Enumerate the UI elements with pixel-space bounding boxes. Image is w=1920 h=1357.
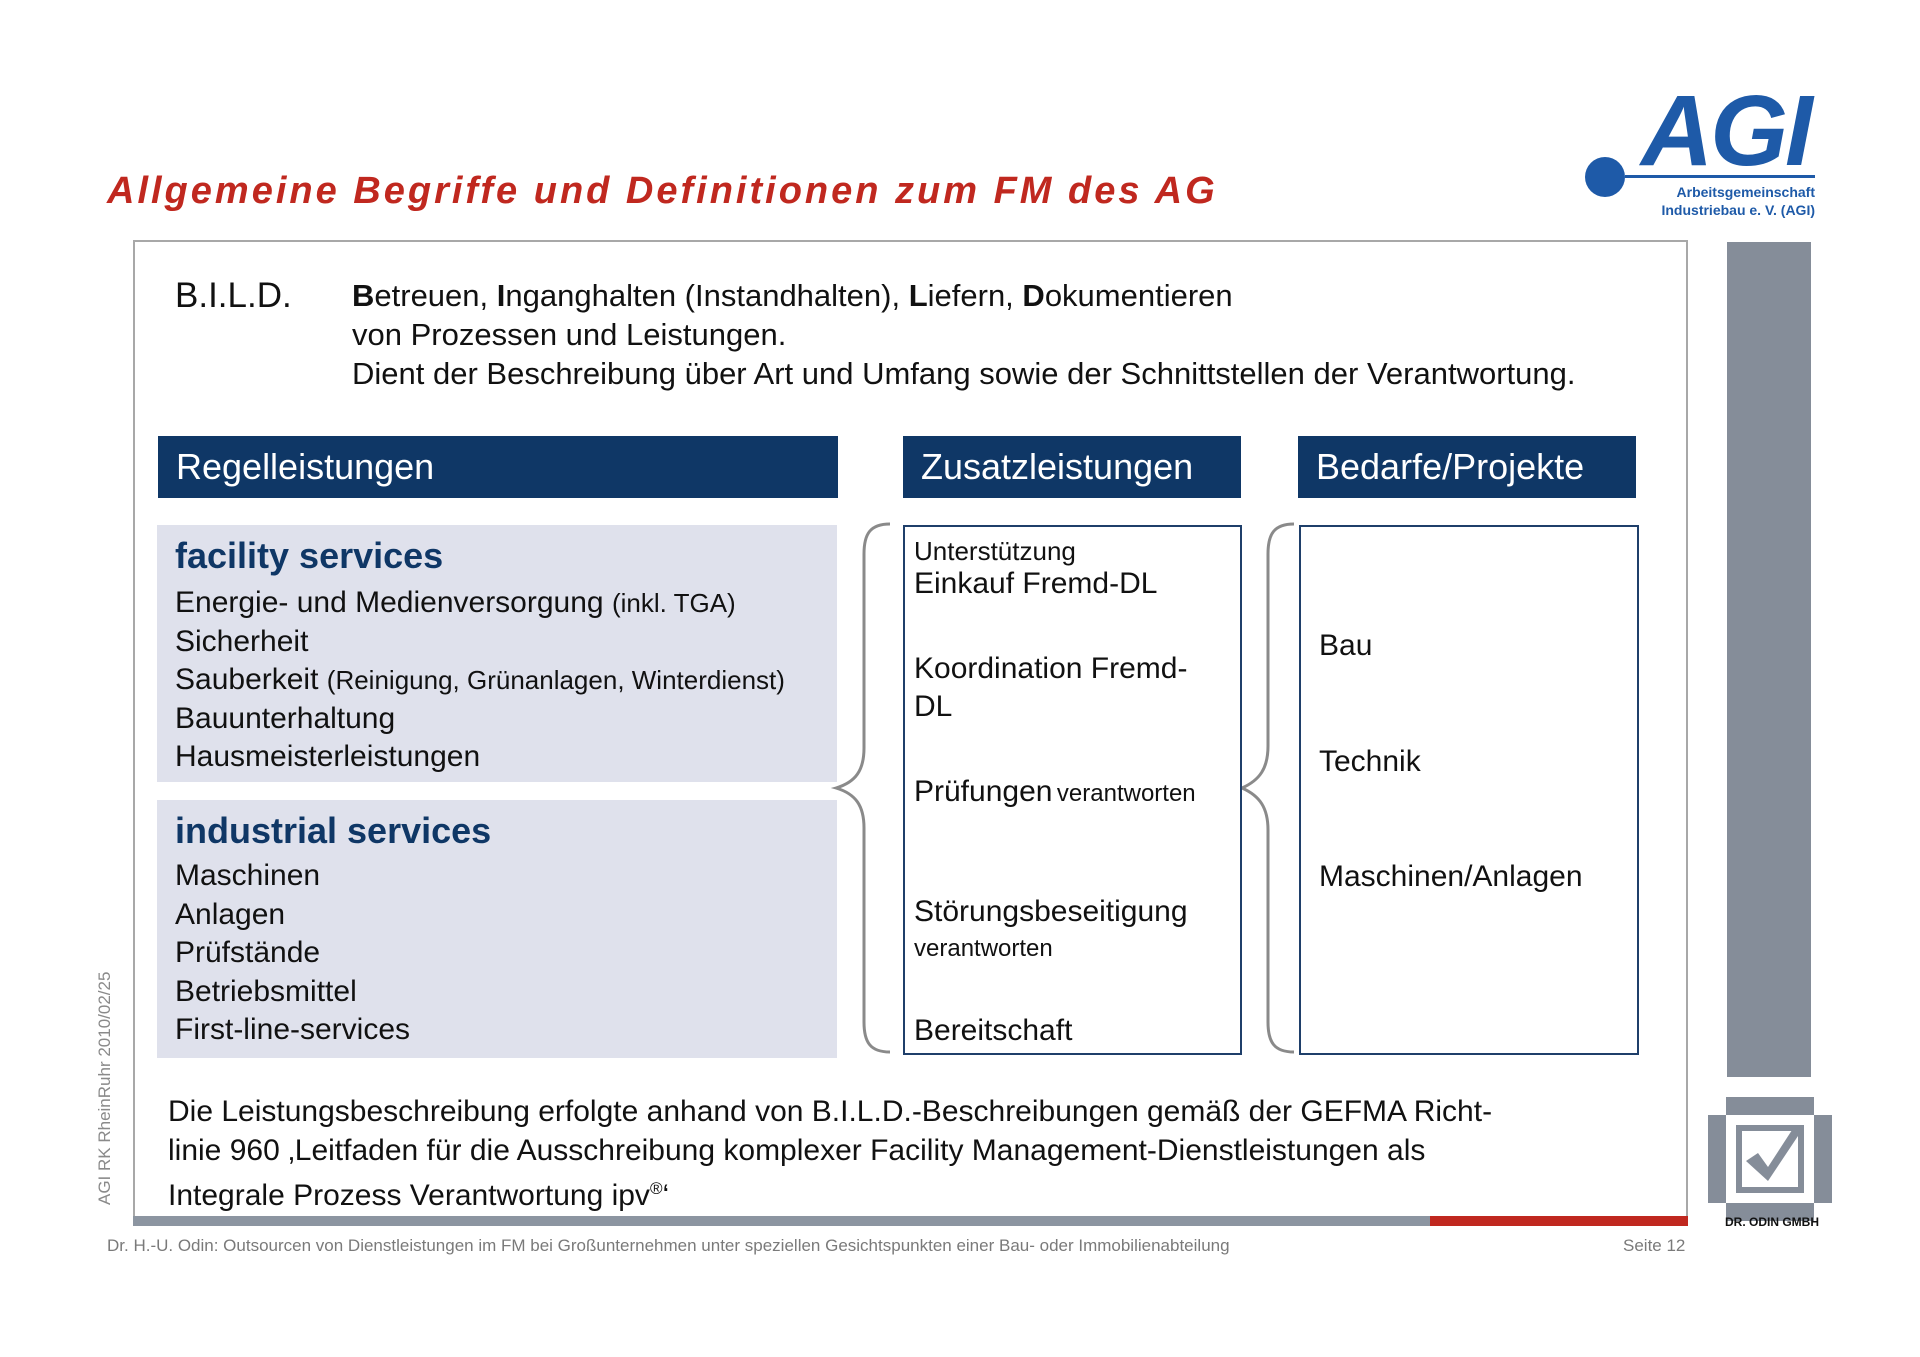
logo-subtitle-line1: Arbeitsgemeinschaft [1676, 184, 1815, 200]
bottom-bar-red [1430, 1216, 1688, 1226]
note-line1: Die Leistungsbeschreibung erfolgte anhand von B.I.L.D.-Beschreibungen gemäß der GEFMA Richt- [168, 1095, 1493, 1128]
industrial-services-title: industrial services [175, 810, 492, 851]
page-number: Seite 12 [1623, 1236, 1686, 1255]
checkmark-logo-icon [1708, 1097, 1832, 1221]
left-brace-icon [830, 520, 900, 1060]
page-title: Allgemeine Begriffe und Definitionen zum FM des AG [107, 170, 1218, 212]
note-line3: Integrale Prozess Verantwortung ipv®‘ [168, 1179, 670, 1212]
header-regelleistungen: Regelleistungen [158, 436, 838, 498]
facility-services-box [157, 525, 837, 782]
industrial-services-box [157, 800, 837, 1058]
logo-dot-icon [1585, 157, 1625, 197]
gefma-note [168, 1093, 1668, 1216]
facility-services-list [175, 584, 785, 777]
logo-subtitle [1641, 183, 1815, 219]
list-item: Bauunterhaltung [175, 701, 396, 735]
facility-services-title: facility services [175, 535, 444, 576]
zusatz-unterstuetzung: Unterstützung [914, 536, 1076, 566]
zusatzleistungen-box [903, 525, 1242, 1055]
bild-definition [352, 276, 1672, 393]
list-item: Anlagen [175, 897, 286, 931]
header-bedarfe-projekte: Bedarfe/Projekte [1298, 436, 1636, 498]
bild-definition-line3: Dient der Beschreibung über Art und Umfang sowie der Schnittstellen der Verantwortung. [352, 356, 1576, 391]
note-line2: linie 960 ‚Leitfaden für die Ausschreibung komplexer Facility Management-Dienstleistungen als [168, 1133, 1426, 1167]
header-zusatzleistungen: Zusatzleistungen [903, 436, 1241, 498]
zusatz-koordination: Koordination Fremd- [914, 652, 1188, 685]
bedarfe-technik: Technik [1319, 745, 1421, 778]
zusatz-verantworten: verantworten [914, 935, 1053, 962]
list-item: Prüfstände [175, 936, 321, 969]
list-item: Hausmeisterleistungen [175, 740, 481, 773]
zusatz-einkauf: Einkauf Fremd-DL [914, 567, 1158, 600]
bild-definition-line2: von Prozessen und Leistungen. [352, 317, 787, 352]
bedarfe-maschinen: Maschinen/Anlagen [1319, 860, 1583, 893]
zusatz-pruefungen: Prüfungen verantworten [914, 775, 1196, 808]
list-item: Energie- und Medienversorgung (inkl. TGA) [175, 586, 736, 619]
list-item: Sauberkeit (Reinigung, Grünanlagen, Winterdienst) [175, 663, 785, 696]
side-date-label: AGI RK RheinRuhr 2010/02/25 [95, 971, 114, 1205]
zusatz-koordination-dl: DL [914, 690, 953, 723]
bild-definition-line1: Betreuen, Inganghalten (Instandhalten), Liefern, Dokumentieren [352, 278, 1233, 313]
industrial-services-list [175, 857, 410, 1050]
bottom-bar-gray [133, 1216, 1430, 1226]
list-item: Betriebsmittel [175, 974, 357, 1008]
side-bar [1727, 242, 1811, 1077]
logo-subtitle-line2: Industriebau e. V. (AGI) [1661, 202, 1815, 218]
list-item: First-line-services [175, 1013, 411, 1046]
right-brace-icon [1236, 520, 1306, 1060]
list-item: Maschinen [175, 859, 321, 892]
zusatz-bereitschaft: Bereitschaft [914, 1014, 1073, 1047]
bild-term: B.I.L.D. [175, 276, 292, 315]
list-item: Sicherheit [175, 624, 309, 658]
zusatz-stoerungsbeseitigung: Störungsbeseitigung [914, 895, 1188, 928]
company-name: DR. ODIN GMBH [1725, 1215, 1819, 1229]
bedarfe-bau: Bau [1319, 629, 1373, 662]
agi-logo [1585, 75, 1815, 225]
logo-wordmark: AGI [1641, 75, 1810, 187]
bedarfe-box [1299, 525, 1639, 1055]
footer-text: Dr. H.-U. Odin: Outsourcen von Dienstleistungen im FM bei Großunternehmen unter speziellen Gesichtspunkten einer Bau- oder Immobilienabteilung [107, 1236, 1230, 1255]
